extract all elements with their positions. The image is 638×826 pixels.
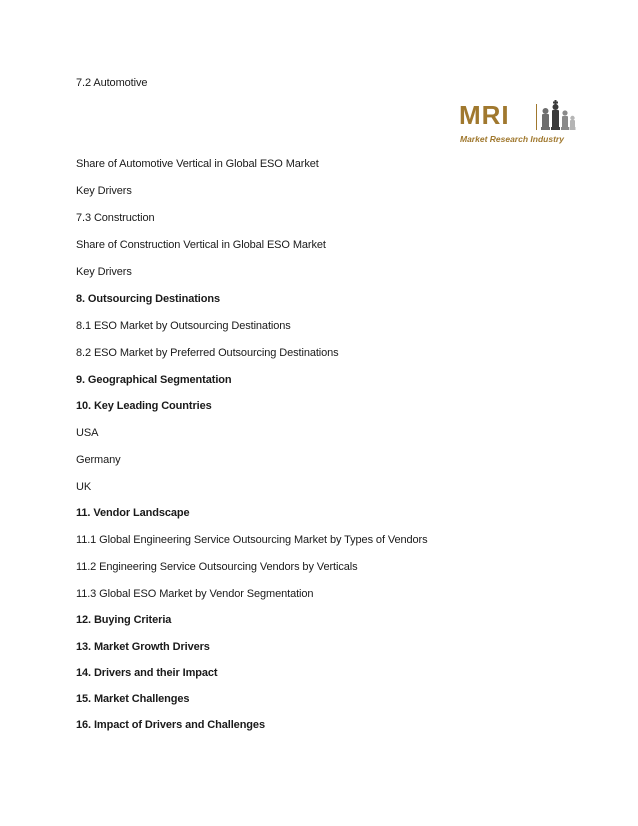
toc-entry-automotive-share: Share of Automotive Vertical in Global ESO Market xyxy=(76,158,319,170)
toc-heading-drivers-impact: 14. Drivers and their Impact xyxy=(76,667,218,679)
chess-pieces-icon xyxy=(540,100,576,132)
toc-heading-key-leading-countries: 10. Key Leading Countries xyxy=(76,400,212,412)
toc-entry-key-drivers: Key Drivers xyxy=(76,185,132,197)
toc-entry-construction-share: Share of Construction Vertical in Global ESO Market xyxy=(76,239,326,251)
company-logo xyxy=(458,100,578,146)
toc-heading-vendor-landscape: 11. Vendor Landscape xyxy=(76,507,190,519)
toc-entry-vendor-types: 11.1 Global Engineering Service Outsourcing Market by Types of Vendors xyxy=(76,534,428,546)
toc-entry-germany: Germany xyxy=(76,454,121,466)
logo-tagline: Market Research Industry xyxy=(460,134,564,144)
toc-entry-construction: 7.3 Construction xyxy=(76,212,155,224)
toc-heading-market-challenges: 15. Market Challenges xyxy=(76,693,190,705)
toc-entry-outsourcing-destinations: 8.1 ESO Market by Outsourcing Destinations xyxy=(76,320,291,332)
toc-entry-preferred-destinations: 8.2 ESO Market by Preferred Outsourcing Destinations xyxy=(76,347,339,359)
toc-entry-uk: UK xyxy=(76,481,92,493)
toc-entry-vendors-by-verticals: 11.2 Engineering Service Outsourcing Vendors by Verticals xyxy=(76,561,358,573)
toc-heading-market-growth-drivers: 13. Market Growth Drivers xyxy=(76,641,210,653)
toc-entry-automotive: 7.2 Automotive xyxy=(76,77,148,89)
toc-entry-key-drivers: Key Drivers xyxy=(76,266,132,278)
toc-heading-outsourcing-destinations: 8. Outsourcing Destinations xyxy=(76,293,220,305)
toc-entry-usa: USA xyxy=(76,427,99,439)
toc-heading-buying-criteria: 12. Buying Criteria xyxy=(76,614,172,626)
toc-heading-impact-drivers-challenges: 16. Impact of Drivers and Challenges xyxy=(76,719,265,731)
logo-mark: MRI xyxy=(459,100,510,130)
toc-entry-vendor-segmentation: 11.3 Global ESO Market by Vendor Segmentation xyxy=(76,588,314,600)
toc-heading-geographical-segmentation: 9. Geographical Segmentation xyxy=(76,374,232,386)
logo-divider xyxy=(536,104,537,130)
